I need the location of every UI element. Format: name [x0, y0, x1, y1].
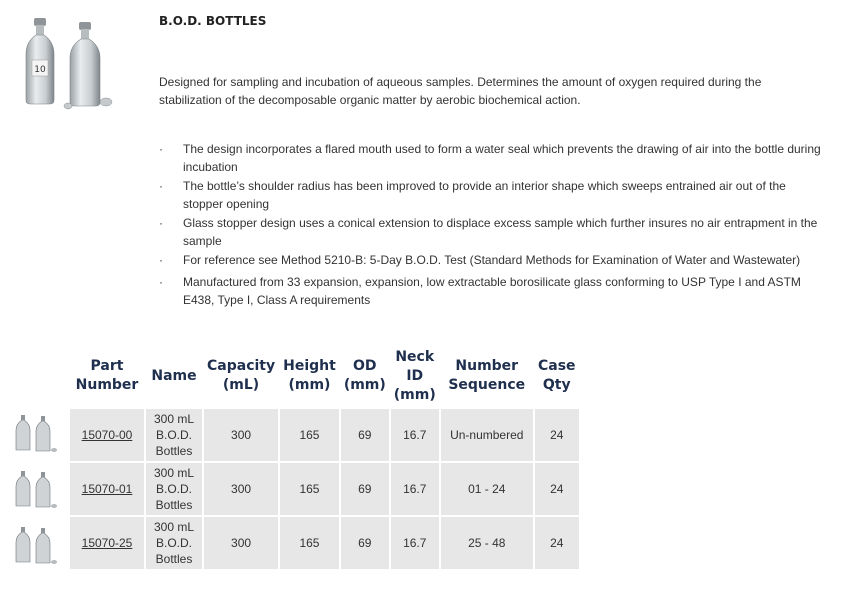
name-cell: 300 mL B.O.D. Bottles	[146, 463, 202, 515]
col-case-qty: Case Qty	[535, 345, 579, 407]
part-number-link[interactable]: 15070-00	[81, 428, 133, 442]
height-cell: 165	[280, 463, 339, 515]
feature-list	[159, 140, 824, 313]
product-table	[68, 343, 581, 571]
od-cell: 69	[341, 409, 389, 461]
col-number-sequence: Number Sequence	[441, 345, 533, 407]
height-cell: 165	[280, 409, 339, 461]
part-number-cell	[70, 463, 144, 515]
case-qty-cell: 24	[535, 409, 579, 461]
name-cell: 300 mL B.O.D. Bottles	[146, 517, 202, 569]
sequence-cell: 01 - 24	[441, 463, 533, 515]
bullet-icon: ·	[159, 179, 163, 193]
col-od: OD (mm)	[341, 345, 389, 407]
bullet-icon: ·	[159, 253, 163, 267]
table-row	[70, 463, 579, 515]
list-item: · For reference see Method 5210-B: 5-Day B.O.D. Test (Standard Methods for Examination of Water and Wastewater)	[159, 253, 801, 267]
bottle-thumbnail-icon	[14, 470, 58, 510]
bullet-icon: ·	[159, 275, 163, 289]
part-number-link[interactable]: 15070-25	[81, 536, 133, 550]
table-row	[70, 409, 579, 461]
product-title: B.O.D. BOTTLES	[159, 14, 267, 28]
sequence-cell: Un-numbered	[441, 409, 533, 461]
part-number-cell	[70, 409, 144, 461]
list-item: · Glass stopper design uses a conical extension to displace excess sample which further insures no air entrapment in the sample	[159, 216, 818, 248]
capacity-cell: 300	[204, 463, 278, 515]
od-cell: 69	[341, 517, 389, 569]
neck-id-cell: 16.7	[391, 517, 439, 569]
col-neck-id: Neck ID (mm)	[391, 345, 439, 407]
capacity-cell: 300	[204, 517, 278, 569]
bullet-icon: ·	[159, 142, 163, 156]
list-item: · The design incorporates a flared mouth used to form a water seal which prevents the drawing of air into the bottle during incubation	[159, 142, 821, 174]
bottle-thumbnail-icon	[14, 414, 58, 454]
col-height: Height (mm)	[280, 345, 339, 407]
col-name: Name	[146, 345, 202, 407]
case-qty-cell: 24	[535, 463, 579, 515]
table-row	[70, 517, 579, 569]
neck-id-cell: 16.7	[391, 463, 439, 515]
part-number-cell	[70, 517, 144, 569]
product-description: Designed for sampling and incubation of aqueous samples. Determines the amount of oxygen required during the stabilization of the decomposable organic matter by aerobic biochemical action.	[159, 75, 762, 107]
col-part-number: Part Number	[70, 345, 144, 407]
height-cell: 165	[280, 517, 339, 569]
part-number-link[interactable]: 15070-01	[81, 482, 133, 496]
col-capacity: Capacity (mL)	[204, 345, 278, 407]
case-qty-cell: 24	[535, 517, 579, 569]
capacity-cell: 300	[204, 409, 278, 461]
bottle-thumbnail-icon	[14, 526, 58, 566]
list-item: · Manufactured from 33 expansion, expansion, low extractable borosilicate glass conforming to USP Type I and ASTM E438, Type I, Class A requirements	[159, 275, 801, 307]
table-header-row	[70, 345, 579, 407]
bullet-icon: ·	[159, 216, 163, 230]
bottle-label: 10	[34, 65, 46, 75]
sequence-cell: 25 - 48	[441, 517, 533, 569]
name-cell: 300 mL B.O.D. Bottles	[146, 409, 202, 461]
neck-id-cell: 16.7	[391, 409, 439, 461]
list-item: · The bottle’s shoulder radius has been improved to provide an interior shape which sweeps entrained air out of the stopper opening	[159, 179, 786, 211]
od-cell: 69	[341, 463, 389, 515]
bod-bottles-image	[22, 18, 132, 110]
